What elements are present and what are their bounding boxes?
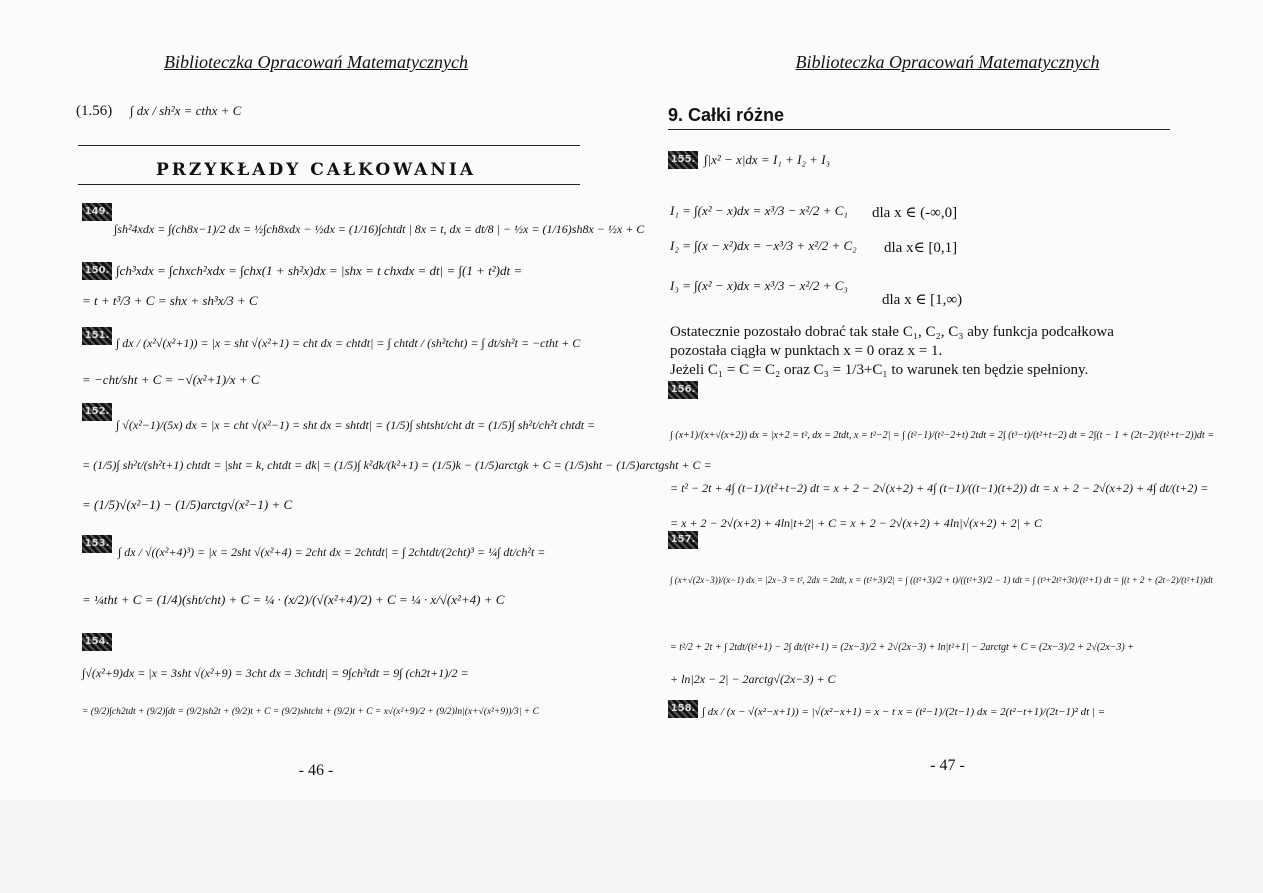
- example-156-line: ∫ (x+1)/(x+√(x+2)) dx = |x+2 = t², dx = 2tdt, x = t²−2| = ∫ (t²−1)/(t²−2+t) 2tdt = 2∫ (t³−t)/(t²+t−2) dt = 2∫(t − 1 + (2t−2)/(t²+t−2))dt =: [670, 430, 1214, 441]
- paragraph-line: pozostała ciągła w punktach x = 0 oraz x = 1.: [670, 343, 943, 359]
- example-156-line: = x + 2 − 2√(x+2) + 4ln|t+2| + C = x + 2 − 2√(x+2) + 4ln|√(x+2) + 2| + C: [670, 516, 1043, 530]
- scan-margin: [0, 800, 1263, 893]
- page-number: - 47 -: [930, 757, 965, 774]
- example-150-line: = t + t³/3 + C = shx + sh³x/3 + C: [82, 293, 258, 308]
- example-155-main: ∫|x² − x|dx = I₁ + I₂ + I₃: [704, 152, 831, 167]
- example-154-mark: 154.: [82, 633, 112, 651]
- formula-expression: ∫ dx / sh²x = cthx + C: [130, 103, 242, 118]
- example-153-line: ∫ dx / √((x²+4)³) = |x = 2sht √(x²+4) = 2cht dx = 2chtdt| = ∫ 2chtdt/(2cht)³ = ¼∫ dt/ch²t =: [118, 545, 546, 559]
- example-154-line: ∫√(x²+9)dx = |x = 3sht √(x²+9) = 3cht dx = 3chtdt| = 9∫ch²tdt = 9∫ (ch2t+1)/2 =: [82, 666, 469, 680]
- example-157-line: + ln|2x − 2| − 2arctg√(2x−3) + C: [670, 672, 836, 686]
- formula-1-56: [76, 103, 241, 120]
- example-153-mark: 153.: [82, 535, 112, 553]
- example-157-line: ∫ (x+√(2x−3))/(x−1) dx = |2x−3 = t², 2dx = 2tdt, x = (t²+3)/2| = ∫ ((t²+3)/2 + t)/((t²+3)/2 − 1) tdt = ∫ (t³+2t²+3t)/(t²+1) dt = ∫(t + 2 + (2t−2)/(t²+1))dt: [670, 575, 1213, 585]
- section-title: 9. Całki różne: [668, 105, 785, 125]
- example-152-mark: 152.: [82, 403, 112, 421]
- integral-i1: I₁ = ∫(x² − x)dx = x³/3 − x²/2 + C₁: [670, 203, 848, 218]
- example-156-line: = t² − 2t + 4∫ (t−1)/(t²+t−2) dt = x + 2 − 2√(x+2) + 4∫ (t−1)/((t−1)(t+2)) dt = x + 2 − 2√(x+2) + 4∫ dt/(t+2) =: [670, 481, 1209, 495]
- example-156-mark: 156.: [668, 381, 698, 399]
- paragraph-line: Ostatecznie pozostało dobrać tak stałe C₁, C₂, C₃ aby funkcja podcałkowa: [670, 324, 1114, 340]
- domain-i3: dla x ∈ [1,∞): [882, 292, 963, 308]
- divider: [668, 129, 1170, 130]
- domain-i2: dla x∈ [0,1]: [884, 240, 958, 256]
- page-number: - 46 -: [298, 762, 334, 779]
- integral-i2: I₂ = ∫(x − x²)dx = −x³/3 + x²/2 + C₂: [670, 238, 857, 253]
- example-154-line: = (9/2)∫ch2tdt + (9/2)∫dt = (9/2)sh2t + (9/2)t + C = (9/2)shtcht + (9/2)t + C = x√(x²+9)/2 + (9/2)ln|(x+√(x²+9))/3| + C: [82, 707, 539, 717]
- example-153-line: = ¼tht + C = (1/4)(sht/cht) + C = ¼ · (x/2)/(√(x²+4)/2) + C = ¼ · x/√(x²+4) + C: [82, 592, 505, 607]
- section-title: PRZYKŁADY CAŁKOWANIA: [155, 160, 477, 180]
- example-152-line: = (1/5)√(x²−1) − (1/5)arctg√(x²−1) + C: [82, 497, 293, 512]
- paragraph-line: Jeżeli C₁ = C = C₂ oraz C₃ = 1/3+C₁ to warunek ten będzie spełniony.: [670, 362, 1089, 378]
- example-149-line: ∫sh²4xdx = ∫(ch8x−1)/2 dx = ½∫ch8xdx − ½dx = (1/16)∫chtdt | 8x = t, dx = dt/8 | − ½x = (1/16)sh8x − ½x + C: [114, 222, 645, 236]
- example-151-line: = −cht/sht + C = −√(x²+1)/x + C: [82, 372, 260, 387]
- example-150-line: ∫ch³xdx = ∫chxch²xdx = ∫chx(1 + sh²x)dx = |shx = t chxdx = dt| = ∫(1 + t²)dt =: [116, 263, 523, 278]
- example-150-mark: 150.: [82, 262, 112, 280]
- example-157-line: = t²/2 + 2t + ∫ 2tdt/(t²+1) − 2∫ dt/(t²+1) = (2x−3)/2 + 2√(2x−3) + ln|t²+1| − 2arctgt + C = (2x−3)/2 + 2√(2x−3) +: [670, 642, 1134, 653]
- example-157-mark: 157.: [668, 531, 698, 549]
- example-149-mark: 149.: [82, 203, 112, 221]
- domain-i1: dla x ∈ (-∞,0]: [872, 205, 958, 221]
- left-header: Biblioteczka Opracowań Matematycznych: [164, 52, 468, 72]
- example-158-mark: 158.: [668, 700, 698, 718]
- formula-number: (1.56): [76, 103, 113, 119]
- example-158-line: ∫ dx / (x − √(x²−x+1)) = |√(x²−x+1) = x − t x = (t²−1)/(2t−1) dx = 2(t²−t+1)/(2t−1)² dt | =: [702, 706, 1106, 718]
- example-151-line: ∫ dx / (x²√(x²+1)) = |x = sht √(x²+1) = cht dx = chtdt| = ∫ chtdt / (sh²tcht) = ∫ dt/sh²t = −ctht + C: [116, 336, 581, 350]
- example-151-mark: 151.: [82, 327, 112, 345]
- conclusion-paragraph: [670, 323, 1230, 380]
- example-152-line: = (1/5)∫ sh²t/(sh²t+1) chtdt = |sht = k, chtdt = dk| = (1/5)∫ k²dk/(k²+1) = (1/5)k − (1/5)arctgk + C = (1/5)sht − (1/5)arctgsht + C =: [82, 458, 712, 472]
- right-header: Biblioteczka Opracowań Matematycznych: [795, 52, 1100, 72]
- integral-i3: I₃ = ∫(x² − x)dx = x³/3 − x²/2 + C₃: [670, 278, 848, 293]
- divider: [78, 145, 580, 146]
- example-155-mark: 155.: [668, 151, 698, 169]
- example-152-line: ∫ √(x²−1)/(5x) dx = |x = cht √(x²−1) = sht dx = shtdt| = (1/5)∫ shtsht/cht dt = (1/5)∫ sh²t/ch²t chtdt =: [116, 418, 596, 432]
- right-page: [632, 0, 1263, 800]
- divider: [78, 184, 580, 185]
